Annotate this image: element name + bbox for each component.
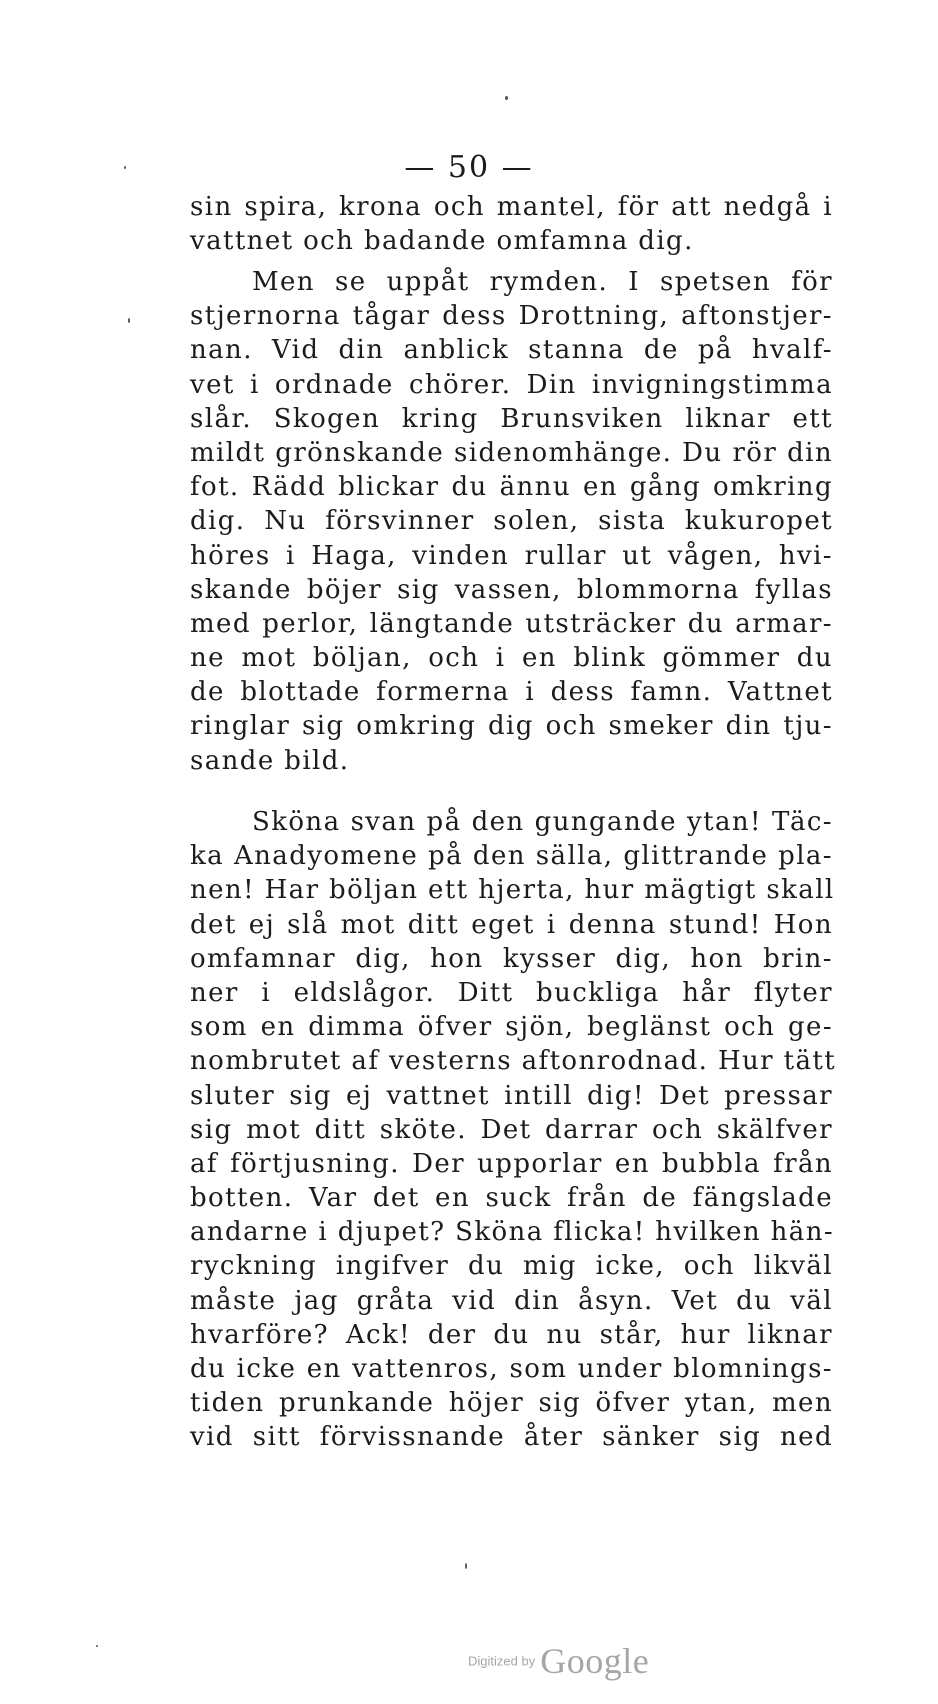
- text-line: sig mot ditt sköte. Det darrar och skälfver: [190, 1114, 833, 1145]
- text-line: med perlor, längtande utsträcker du armar-: [190, 608, 833, 639]
- text-line: sin spira, krona och mantel, för att nedgå i: [190, 192, 833, 222]
- text-line: andarne i djupet? Sköna flicka! hvilken hän-: [190, 1217, 835, 1248]
- paragraph-1: [190, 190, 833, 258]
- text-line: vattnet och badande omfamna dig.: [190, 226, 694, 257]
- text-line: vet i ordnade chörer. Din invigningstimma: [190, 369, 833, 400]
- paragraph-2: [190, 265, 833, 778]
- scan-speck: [465, 1563, 467, 1569]
- scan-speck: [505, 96, 508, 100]
- text-line: hvarföre? Ack! der du nu står, hur liknar: [190, 1319, 833, 1350]
- text-line: dig. Nu försvinner solen, sista kukuropet: [190, 506, 833, 537]
- page-number-header: — 50 —: [404, 150, 534, 185]
- text-line: ka Anadyomene på den sälla, glittrande pla-: [190, 841, 833, 872]
- text-line: skande böjer sig vassen, blommorna fyllas: [190, 574, 833, 605]
- text-line: botten. Var det en suck från de fängslade: [190, 1183, 833, 1214]
- text-line: slår. Skogen kring Brunsviken liknar ett: [190, 403, 833, 434]
- text-line: de blottade formerna i dess famn. Vattnet: [190, 677, 833, 708]
- text-line: omfamnar dig, hon kysser dig, hon brin-: [190, 943, 833, 974]
- google-logo: Google: [540, 1641, 650, 1681]
- text-line: vid sitt förvissnande åter sänker sig ned: [190, 1422, 833, 1453]
- scan-speck: [124, 166, 126, 169]
- text-line: ringlar sig omkring dig och smeker din tju-: [190, 711, 833, 742]
- text-line: Men se uppåt rymden. I spetsen för: [252, 267, 833, 297]
- digitized-label: Digitized by: [468, 1653, 536, 1669]
- text-line: sluter sig ej vattnet intill dig! Det pressar: [190, 1080, 833, 1111]
- digitized-by-google-watermark: [468, 1640, 649, 1682]
- text-line: mildt grönskande sidenomhänge. Du rör din: [190, 437, 833, 468]
- scan-speck: [128, 318, 130, 323]
- text-line: fot. Rädd blickar du ännu en gång omkring: [190, 472, 833, 503]
- text-line: sande bild.: [190, 745, 350, 776]
- text-line: ryckning ingifver du mig icke, och likväl: [190, 1251, 833, 1282]
- text-line: ner i eldslågor. Ditt buckliga hår flyter: [190, 977, 833, 1008]
- text-line: måste jag gråta vid din åsyn. Vet du väl: [190, 1285, 833, 1316]
- text-line: Sköna svan på den gungande ytan! Täc-: [252, 807, 833, 837]
- text-line: du icke en vattenros, som under blomnings-: [190, 1354, 833, 1384]
- paragraph-3: [190, 805, 837, 1455]
- text-line: det ej slå mot ditt eget i denna stund! Hon: [190, 909, 833, 940]
- text-line: ne mot böljan, och i en blink gömmer du: [190, 643, 833, 674]
- text-line: nombrutet af vesterns aftonrodnad. Hur tätt: [190, 1046, 837, 1077]
- text-line: tiden prunkande höjer sig öfver ytan, men: [190, 1388, 833, 1419]
- text-line: stjernorna tågar dess Drottning, aftonstjer-: [190, 301, 833, 332]
- text-line: af förtjusning. Der upporlar en bubbla från: [190, 1148, 833, 1179]
- text-line: som en dimma öfver sjön, beglänst och ge-: [190, 1012, 833, 1043]
- text-line: nen! Har böljan ett hjerta, hur mägtigt skall: [190, 875, 835, 906]
- text-line: höres i Haga, vinden rullar ut vågen, hvi-: [190, 540, 833, 571]
- scan-speck: [96, 1645, 98, 1647]
- text-line: nan. Vid din anblick stanna de på hvalf-: [190, 335, 833, 366]
